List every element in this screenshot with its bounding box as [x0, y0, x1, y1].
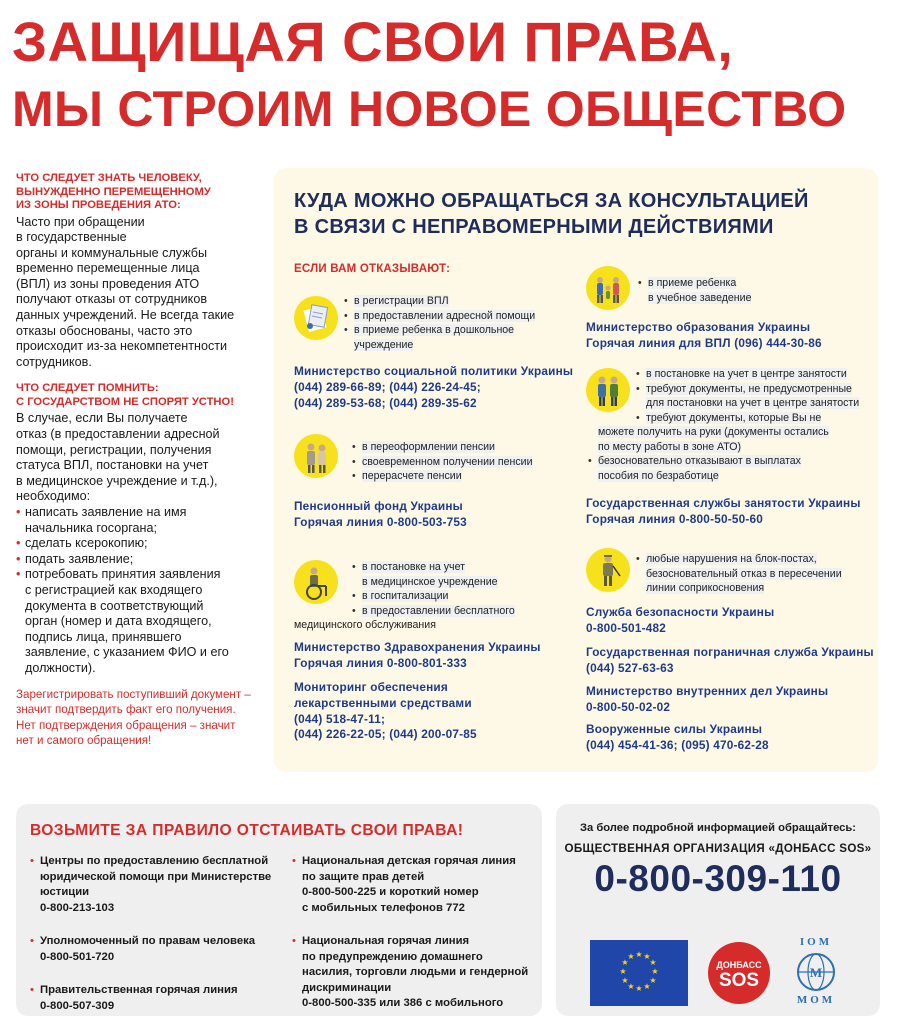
left-bullet-1: • написать заявление на имя начальника госоргана;: [16, 505, 262, 536]
list-item: • Национальная детская горячая линия по защите прав детей 0-800-500-225 и короткий номер с мобильных телефонов 772: [292, 854, 536, 916]
svg-text:★: ★: [649, 958, 657, 967]
svg-text:★: ★: [619, 967, 627, 976]
list-item: • в регистрации ВПЛ: [344, 294, 535, 309]
list-item: • своевременном получении пенсии: [352, 455, 533, 470]
ministry-education: Министерство образования Украины Горячая линия для ВПЛ (096) 444-30-86: [586, 320, 822, 350]
list-item: • перерасчете пенсии: [352, 469, 533, 484]
health-refusal-list: • в постановке на учет в медицинское учреждение • в госпитализации • в предоставлении бесплатного: [352, 560, 515, 618]
svg-text:★: ★: [635, 984, 643, 993]
left-paragraph-2: В случае, если Вы получаете отказ (в предоставлении адресной помощи, регистрации, получения статуса ВПЛ, постановки на учет в медицинское учреждение и т.д.), необходимо:: [16, 411, 220, 504]
employment-refusal-list: • в постановке на учет в центре занятости • требуют документы, не предусмотренные для постановки на учет в центре занятости • требуют документы, которые Вы не: [636, 367, 859, 425]
headline-line-1: ЗАЩИЩАЯ СВОИ ПРАВА,: [12, 10, 734, 73]
left-bullet-3: • подать заявление;: [16, 552, 262, 568]
security-service: Служба безопасности Украины 0-800-501-482: [586, 605, 775, 635]
social-refusal-list: • в регистрации ВПЛ • в предоставлении адресной помощи • в приеме ребенка в дошкольное учреждение: [344, 294, 535, 352]
list-item: • Уполномоченный по правам человека 0-800-501-720: [30, 934, 280, 965]
document-icon: [294, 296, 338, 340]
iom-logo: IOM M МОМ: [796, 936, 836, 1006]
svg-text:★: ★: [651, 967, 659, 976]
more-info-text: За более подробной информацией обращайтесь:: [580, 822, 856, 834]
left-bullet-4: • потребовать принятия заявления с регистрацией как входящего документа в соответствующий орган (номер и дата входящего, подпись лица, принявшего заявление, с указанием ФИО и его должности).: [16, 567, 262, 676]
hotlines-column-1: [30, 854, 280, 1024]
wheelchair-user-icon: [294, 560, 338, 604]
list-item: • в госпитализации: [352, 589, 515, 604]
education-refusal-list: • в приеме ребенка в учебное заведение: [638, 276, 751, 305]
elderly-couple-icon: [294, 434, 338, 478]
border-service: Государственная пограничная служба Украины (044) 527-63-63: [586, 645, 874, 675]
organization-name: ОБЩЕСТВЕННАЯ ОРГАНИЗАЦИЯ «ДОНБАСС SOS»: [564, 842, 872, 855]
ministry-social-policy: Министерство социальной политики Украины (044) 289-66-89; (044) 226-24-45; (044) 289-53-68; (044) 289-35-62: [294, 364, 574, 410]
svg-text:★: ★: [643, 982, 651, 991]
security-refusal-list: • любые нарушения на блок-постах, безосновательный отказ в пересечении линии соприкосновения: [636, 552, 842, 596]
donbass-sos-logo: ДОНБАСС SOS: [708, 942, 770, 1004]
refusal-heading: ЕСЛИ ВАМ ОТКАЗЫВАЮТ:: [294, 263, 451, 275]
panel-title: КУДА МОЖНО ОБРАЩАТЬСЯ ЗА КОНСУЛЬТАЦИЕЙ В СВЯЗИ С НЕПРАВОМЕРНЫМИ ДЕЙСТВИЯМИ: [294, 190, 809, 238]
family-icon: [586, 266, 630, 310]
soldier-icon: [586, 548, 630, 592]
rights-box: [16, 804, 542, 1016]
interior-ministry: Министерство внутренних дел Украины 0-800-50-02-02: [586, 684, 829, 714]
list-item: • Центры по предоставлению бесплатной юридической помощи при Министерстве юстиции 0-800-213-103: [30, 854, 280, 916]
left-warning-note: Зарегистрировать поступивший документ – значит подтвердить факт его получения. Нет подтверждения обращения – значит нет и самого обращения!: [16, 687, 251, 748]
svg-text:★: ★: [621, 976, 629, 985]
workers-icon: [586, 368, 630, 412]
rights-title: ВОЗЬМИТЕ ЗА ПРАВИЛО ОТСТАИВАТЬ СВОИ ПРАВА!: [30, 822, 464, 839]
hotlines-column-2: [292, 854, 536, 1024]
pension-refusal-list: [352, 440, 533, 484]
main-phone: 0-800-309-110: [594, 858, 842, 899]
consultation-panel: КУДА МОЖНО ОБРАЩАТЬСЯ ЗА КОНСУЛЬТАЦИЕЙ В СВЯЗИ С НЕПРАВОМЕРНЫМИ ДЕЙСТВИЯМИ ЕСЛИ ВАМ ОТКАЗЫВАЮТ: • в регистрации ВПЛ • в предоставлении адресной помощи • в приеме ребенка в дошкольное учреждение Министерство социальной политики Украины (044) 289-66-89; (044) 226-24-45; (044) 289-53-68; (044) 289-35-62 • в переоформлении пенсии • своевременном получении пенсии • перерасчете пенсии Пенсионный фонд Украины Горячая линия 0-800-503-753 • в постановке на учет в медицинское учреждение • в госпитализации • в предоставлении бесплатного медицинского обслуживания Министерство Здравохранения Украины Горячая линия 0-800-801-333 Мониторинг обеспечения лекарственными средствами (044) 518-47-11; (044) 226-22-05; (044) 200-07-85 • в приеме ребенка в учебное заведение Министерство образования Украины Горячая линия для ВПЛ (096) 444-30-86 • в постановке на учет в центре занятости • требуют документы, не предусмотренные для постановки на учет в центре занятости • требуют документы, которые Вы не можете получить на руки (документы остались по месту работы в зоне АТО) • безосновательно отказывают в выплатах пособия по безработице Государственная службы занятости Украины Горячая линия 0-800-50-50-60 • любые нарушения на блок-постах, безосновательный отказ в пересечении линии соприкосновения Служба безопасности Украины 0-800-501-482 Государственная пограничная служба Украины (044) 527-63-63 Министерство внутренних дел Украины 0-800-50-02-02 Вооруженные силы Украины (044) 454-41-36; (095) 470-62-28: [274, 168, 878, 772]
left-caption-1: ЧТО СЛЕДУЕТ ЗНАТЬ ЧЕЛОВЕКУ, ВЫНУЖДЕННО ПЕРЕМЕЩЕННОМУ ИЗ ЗОНЫ ПРОВЕДЕНИЯ АТО:: [16, 172, 211, 211]
eu-flag-logo: [590, 940, 688, 1006]
armed-forces: Вооруженные силы Украины (044) 454-41-36; (095) 470-62-28: [586, 722, 769, 752]
svg-text:★: ★: [635, 950, 643, 959]
svg-text:★: ★: [643, 952, 651, 961]
list-item: • в приеме ребенка в дошкольное: [344, 323, 535, 338]
ministry-health: Министерство Здравохранения Украины Горячая линия 0-800-801-333: [294, 640, 541, 670]
svg-text:★: ★: [627, 982, 635, 991]
list-item: • в постановке на учет в центре занятости: [636, 367, 859, 382]
headline-line-2: МЫ СТРОИМ НОВОЕ ОБЩЕСТВО: [12, 81, 847, 137]
list-item: • Национальная горячая линия по предупреждению домашнего насилия, торговли людьми и гендерной дискриминации 0-800-500-335 или 386 с мобильного: [292, 934, 536, 1012]
contact-box: [556, 804, 880, 1016]
pension-fund: Пенсионный фонд Украины Горячая линия 0-800-503-753: [294, 499, 467, 529]
svg-text:★: ★: [649, 976, 657, 985]
medicine-monitoring: Мониторинг обеспечения лекарственными средствами (044) 518-47-11; (044) 226-22-05; (044) 200-07-85: [294, 680, 477, 742]
list-item: • безосновательно отказывают в выплатах: [588, 454, 829, 469]
svg-text:M: M: [809, 965, 823, 980]
list-item: • в постановке на учет: [352, 560, 515, 575]
list-item: • любые нарушения на блок-постах,: [636, 552, 842, 567]
list-item: • в приеме ребенка: [638, 276, 751, 291]
svg-text:★: ★: [627, 952, 635, 961]
list-item: • Правительственная горячая линия 0-800-507-309: [30, 983, 280, 1014]
list-item: • требуют документы, которые Вы не: [636, 411, 859, 426]
list-item: • в предоставлении бесплатного: [352, 604, 515, 619]
list-item: • в предоставлении адресной помощи: [344, 309, 535, 324]
left-caption-2: ЧТО СЛЕДУЕТ ПОМНИТЬ: С ГОСУДАРСТВОМ НЕ СПОРЯТ УСТНО!: [16, 382, 234, 408]
left-column: [16, 172, 262, 749]
list-item: • в переоформлении пенсии: [352, 440, 533, 455]
left-paragraph-1: Часто при обращении в государственные органы и коммунальные службы временно перемещенные лица (ВПЛ) из зоны проведения АТО получают отказы от сотрудников данных учреждений. Не всегда такие отказы обоснованы, часто это происходит из-за некомпетентности сотрудников.: [16, 214, 235, 369]
svg-text:★: ★: [621, 958, 629, 967]
left-bullet-2: • сделать ксерокопию;: [16, 536, 262, 552]
list-item: • требуют документы, не предусмотренные: [636, 382, 859, 397]
employment-service: Государственная службы занятости Украины Горячая линия 0-800-50-50-60: [586, 496, 861, 526]
